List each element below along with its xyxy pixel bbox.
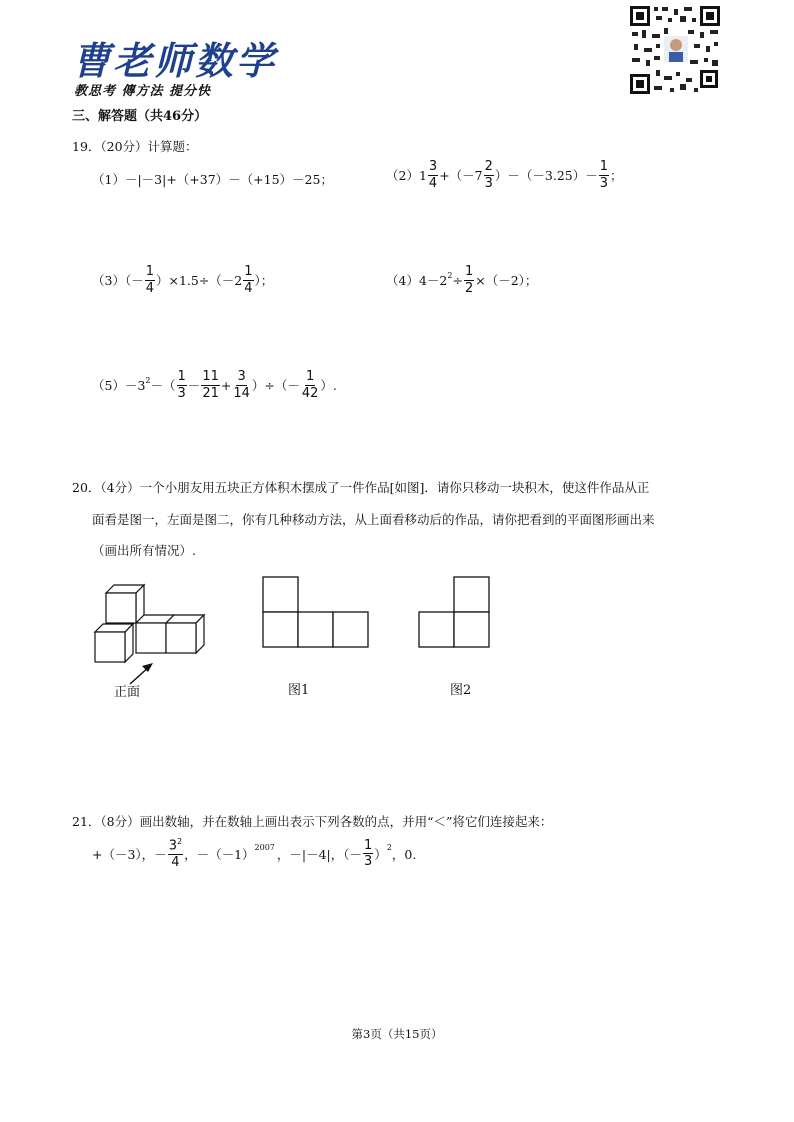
cube-arrangement-figure — [90, 580, 220, 690]
denominator: 3 — [599, 175, 609, 191]
q19-part2 — [386, 160, 623, 190]
numerator: 1 — [306, 369, 315, 384]
q19-part3 — [92, 265, 273, 295]
fraction — [243, 265, 253, 295]
q19-p2-prefix: （2）1 — [386, 168, 427, 184]
figure-2-left-view — [418, 576, 493, 650]
fraction — [599, 160, 609, 190]
fraction — [484, 160, 494, 190]
q19-p5-end: ）. — [320, 378, 337, 394]
figure-2-label: 图2 — [450, 683, 472, 698]
operator: － — [187, 378, 201, 394]
q20-line2: 面看是图一，左面是图二，你有几种移动方法，从上面看移动后的作品，请你把看到的平面图形画出来 — [92, 512, 655, 527]
numerator: 3 — [428, 159, 438, 174]
fraction — [168, 838, 183, 870]
logo-text: 曹老师数学 — [72, 38, 278, 83]
fraction — [177, 370, 187, 400]
exponent: 2007 — [254, 843, 275, 853]
numerator: 1 — [364, 837, 373, 853]
q19-p3-mid: ）×1.5÷（－2 — [155, 273, 243, 289]
numerator: 11 — [202, 369, 219, 384]
denominator: 4 — [244, 280, 253, 296]
q19-p3-prefix: （3）（－ — [92, 273, 144, 289]
q19-p5-mid: －（ — [150, 378, 176, 394]
denominator: 42 — [301, 385, 319, 401]
q19-part4 — [386, 265, 537, 295]
q20-line1: 20．（4分）一个小朋友用五块正方体积木摆成了一件作品[如图]．请你只移动一块积木，使这件作品从正 — [72, 480, 650, 495]
denominator: 4 — [145, 280, 154, 296]
q19-part5 — [92, 370, 337, 400]
fraction — [145, 265, 155, 295]
numerator: 1 — [145, 264, 154, 279]
q19-p2-mid1: +（－7 — [439, 168, 483, 184]
fraction — [232, 370, 251, 400]
q20-line3: （画出所有情况）. — [92, 543, 196, 558]
figure-1-label: 图1 — [288, 683, 310, 698]
q19-p2-mid2: ）－（－3.25）－ — [494, 168, 598, 184]
q21-t1: +（－3），－ — [92, 846, 167, 862]
fraction — [301, 370, 320, 400]
q19-p4-mid: ÷ — [452, 272, 463, 288]
qr-code-icon — [628, 4, 722, 96]
denominator: 3 — [484, 175, 493, 191]
numerator: 2 — [484, 159, 493, 174]
operator: + — [220, 377, 232, 393]
q19-p5-mid2: ）÷（－ — [251, 378, 300, 394]
exponent: 2 — [386, 843, 392, 853]
numerator: 1 — [177, 369, 186, 384]
denominator: 3 — [364, 854, 373, 870]
front-label: 正面 — [114, 685, 141, 700]
q19-p4-prefix: （4）4－2 — [386, 273, 448, 289]
numerator: 1 — [599, 159, 609, 174]
q21-numbers — [92, 838, 416, 870]
denominator: 4 — [171, 854, 180, 870]
q21-t3: ，－|－4|，（－ — [276, 846, 363, 862]
fraction — [201, 370, 220, 400]
exponent: 2 — [447, 270, 453, 280]
denominator: 21 — [202, 385, 219, 401]
q19-part1: （1）－|－3|+（+37）－（+15）－25； — [92, 172, 333, 187]
section-title: 三、解答题（共46分） — [72, 109, 208, 124]
numerator: 1 — [244, 264, 253, 279]
q19-p3-end: ）； — [254, 273, 274, 289]
numerator: 1 — [464, 264, 474, 279]
denominator: 4 — [428, 175, 438, 191]
q19-head: 19．（20分）计算题： — [72, 139, 198, 154]
slogan: 教思考 傳方法 提分快 — [74, 84, 212, 99]
fraction — [464, 265, 474, 295]
figure-1-front-view — [262, 576, 372, 650]
q21-t4: ） — [374, 846, 387, 862]
numerator — [168, 838, 183, 855]
q21-t2: ，－（－1） — [184, 846, 255, 862]
numerator-base: 3 — [168, 838, 177, 854]
denominator: 3 — [177, 385, 186, 401]
exponent: 2 — [145, 375, 151, 385]
page-number: 第3页（共15页） — [351, 1027, 443, 1041]
exponent: 2 — [176, 837, 183, 846]
fraction — [428, 160, 438, 190]
q19-p4-end: ×（－2）； — [475, 273, 538, 289]
denominator: 14 — [233, 385, 250, 401]
q19-p5-prefix: （5）－3 — [92, 378, 146, 394]
q19-p2-end: ； — [610, 168, 623, 184]
q21-t5: ，0. — [391, 846, 417, 862]
fraction — [363, 839, 373, 869]
q21-head: 21．（8分）画出数轴，并在数轴上画出表示下列各数的点，并用“＜”将它们连接起来： — [72, 814, 553, 829]
numerator: 3 — [237, 369, 246, 384]
denominator: 2 — [464, 280, 474, 296]
